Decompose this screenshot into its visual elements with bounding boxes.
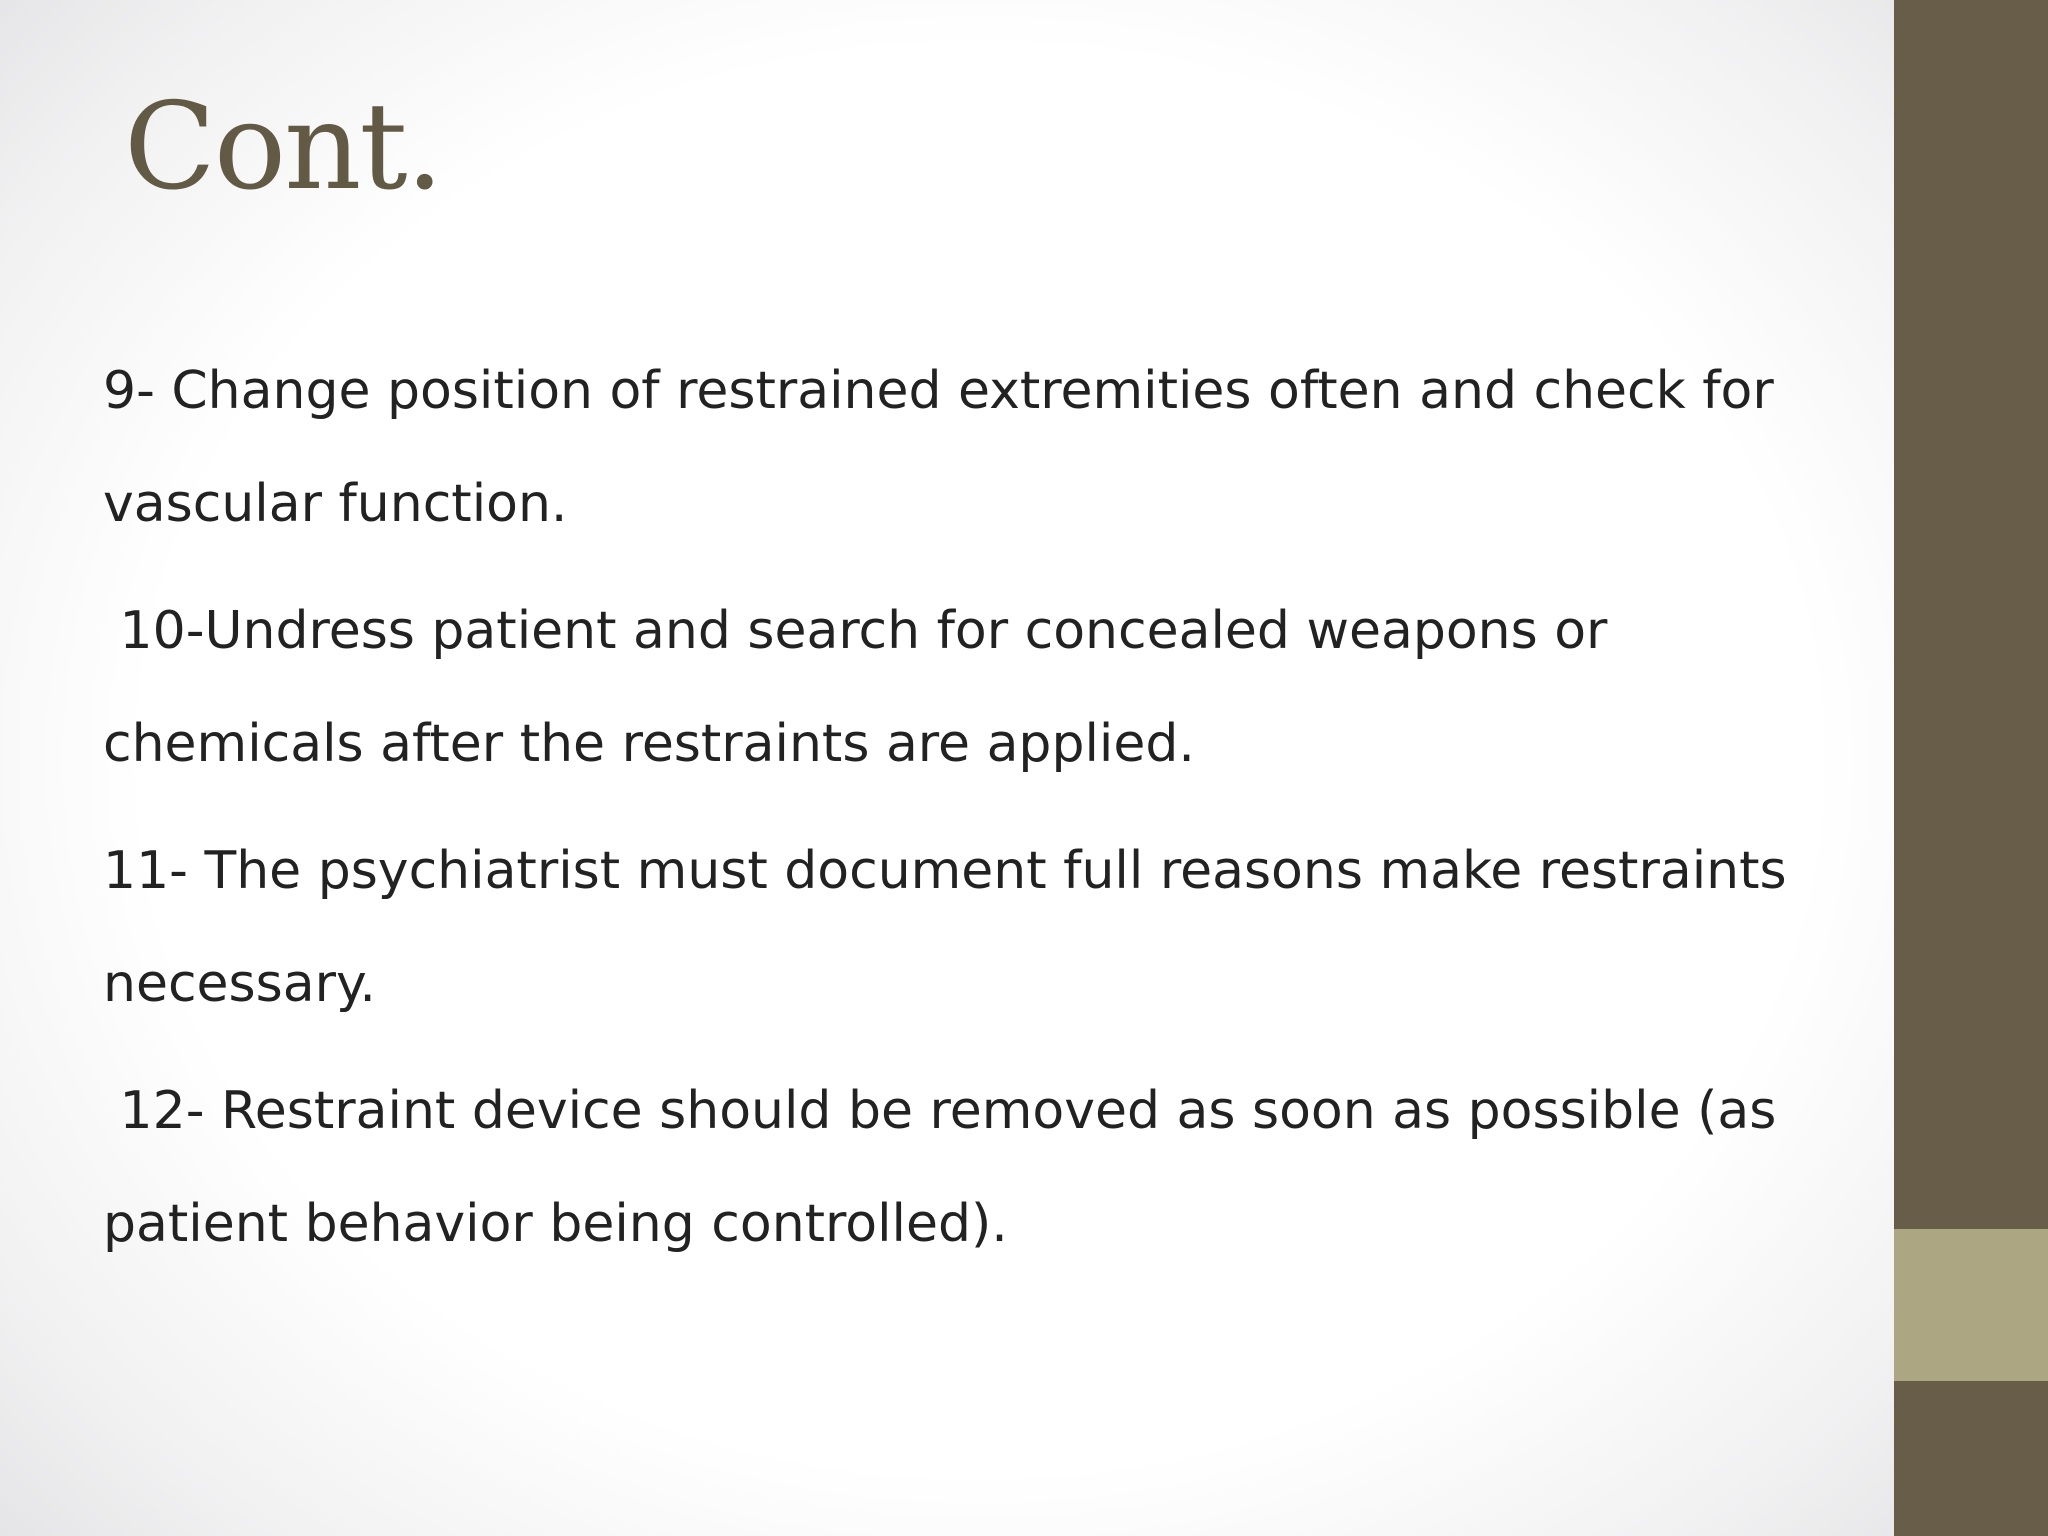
list-item-line: 10-Undress patient and search for concealed weapons or — [103, 601, 1608, 661]
list-item-line: 12- Restraint device should be removed as soon as possible (as — [103, 1081, 1777, 1141]
decorative-sidebar-band — [1894, 1229, 2048, 1381]
bullet-list — [103, 335, 1823, 1295]
list-item — [103, 575, 1823, 801]
list-item-line: vascular function. — [103, 474, 568, 534]
list-item — [103, 335, 1823, 561]
list-item-line: patient behavior being controlled). — [103, 1194, 1008, 1254]
list-item-line: necessary. — [103, 954, 376, 1014]
list-item — [103, 815, 1823, 1041]
list-item-line: 9- Change position of restrained extremities often and check for — [103, 361, 1774, 421]
list-item-line: 11- The psychiatrist must document full reasons make restraints — [103, 841, 1787, 901]
slide-title: Cont. — [124, 78, 442, 217]
list-item-line: chemicals after the restraints are applied. — [103, 714, 1195, 774]
list-item — [103, 1055, 1823, 1281]
